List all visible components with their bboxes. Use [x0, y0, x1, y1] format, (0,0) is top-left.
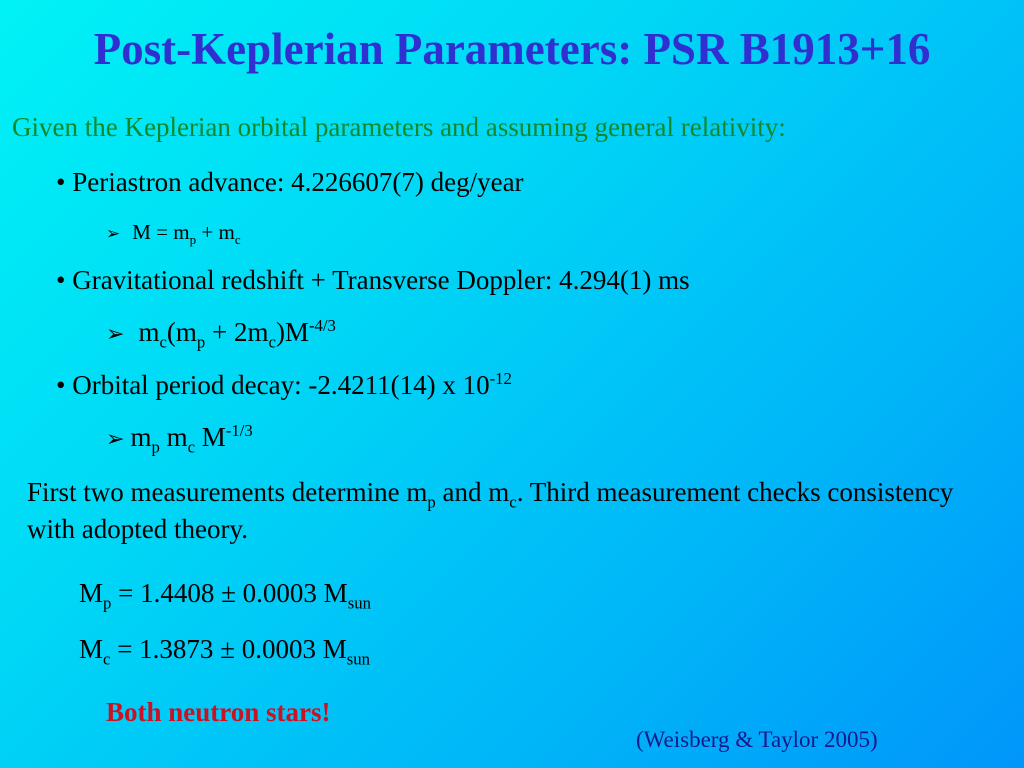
result-value: = 1.4408 ± 0.0003 M [111, 578, 348, 608]
formula-part: (m [166, 317, 197, 347]
paragraph-part: . Third measurement checks consistency with adopted theory. [27, 477, 954, 544]
arrow-icon: ➢ [106, 427, 125, 452]
sub-item-redshift-formula [106, 315, 336, 352]
formula-part: m [138, 317, 160, 347]
slide-title: Post-Keplerian Parameters: PSR B1913+16 [93, 24, 931, 74]
formula-part: m [159, 422, 188, 452]
result-label-subscript: p [103, 593, 112, 613]
formula-part: )M [275, 317, 309, 347]
result-unit-subscript: sun [346, 649, 371, 669]
formula-part: M [195, 422, 226, 452]
bullet-marker: • [56, 370, 66, 400]
formula-subscript: c [268, 332, 276, 352]
result-value: = 1.3873 ± 0.0003 M [110, 634, 347, 664]
bullet-marker: • [56, 167, 66, 197]
conclusion-text: Both neutron stars! [106, 697, 331, 727]
bullet-text: Orbital period decay: -2.4211(14) x 10 [72, 370, 490, 400]
result-companion-mass [79, 632, 371, 669]
paragraph-part: First two measurements determine m [27, 477, 428, 507]
result-label: M [79, 578, 104, 608]
bullet-gravitational-redshift [56, 263, 690, 297]
bullet-text: Gravitational redshift + Transverse Doppler: 4.294(1) ms [72, 265, 690, 295]
bullet-periastron-advance [56, 165, 524, 199]
paragraph-subscript: p [427, 492, 436, 512]
bullet-superscript: -12 [489, 369, 512, 388]
result-pulsar-mass [79, 576, 371, 613]
formula-subscript: p [151, 437, 160, 457]
result-label: M [79, 634, 104, 664]
paragraph-subscript: c [509, 492, 517, 512]
sub-item-total-mass [106, 215, 241, 251]
formula-part: + 2m [205, 317, 269, 347]
bullet-marker: • [56, 265, 66, 295]
consistency-paragraph [27, 474, 987, 548]
arrow-icon: ➢ [106, 224, 121, 244]
formula-subscript: p [189, 232, 197, 248]
result-label-subscript: c [103, 649, 111, 669]
result-unit-subscript: sun [347, 593, 371, 613]
bullet-orbital-period-decay [56, 368, 512, 402]
formula-part: M = m [132, 220, 190, 244]
citation: (Weisberg & Taylor 2005) [636, 727, 878, 752]
formula-part: m [130, 422, 152, 452]
sub-item-decay-formula [106, 420, 253, 457]
arrow-icon: ➢ [106, 322, 125, 347]
formula-subscript: c [159, 332, 167, 352]
formula-superscript: -1/3 [225, 421, 253, 440]
paragraph-part: and m [435, 477, 510, 507]
formula-part: + m [196, 220, 235, 244]
bullet-text: Periastron advance: 4.226607(7) deg/year [72, 167, 524, 197]
formula-subscript: c [234, 232, 241, 248]
formula-superscript: -4/3 [308, 316, 336, 335]
formula-subscript: c [187, 437, 196, 457]
intro-text: Given the Keplerian orbital parameters and assuming general relativity: [12, 112, 786, 142]
formula-subscript: p [196, 332, 206, 352]
